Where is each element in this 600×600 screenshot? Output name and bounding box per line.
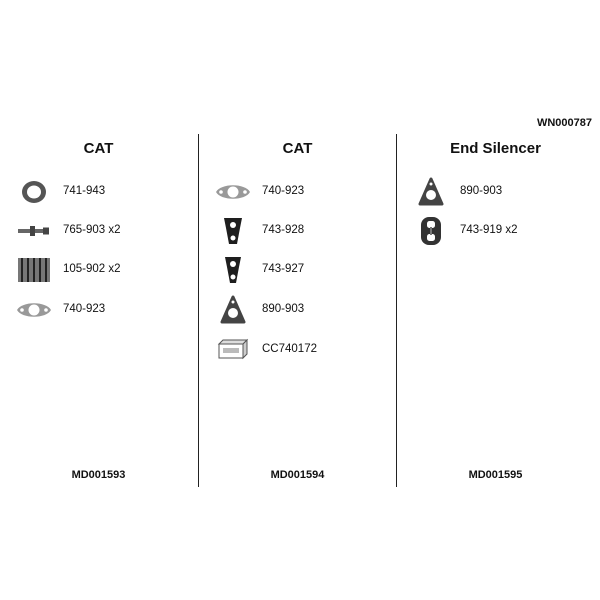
part-row bbox=[397, 216, 594, 246]
part-row bbox=[0, 216, 197, 246]
part-number: 740-923 bbox=[262, 185, 305, 197]
part-row bbox=[199, 295, 396, 325]
part-number: 740-923 bbox=[63, 303, 106, 315]
bolt-icon bbox=[14, 216, 54, 246]
part-row bbox=[199, 335, 396, 365]
kit-code: MD001594 bbox=[270, 469, 325, 481]
part-row bbox=[199, 216, 396, 246]
part-number: 743-928 bbox=[262, 224, 305, 236]
part-number: 890-903 bbox=[460, 185, 503, 197]
part-row bbox=[199, 255, 396, 285]
flange-gasket-icon bbox=[14, 295, 54, 325]
part-number: 743-927 bbox=[262, 263, 305, 275]
part-number: 743-919 x2 bbox=[460, 224, 518, 236]
part-number: 890-903 bbox=[262, 303, 305, 315]
column-cat-2 bbox=[198, 134, 396, 487]
part-row bbox=[0, 177, 197, 207]
column-title: CAT bbox=[83, 140, 114, 157]
kit-code: MD001595 bbox=[468, 469, 523, 481]
rubber-hanger-icon bbox=[213, 216, 253, 246]
part-row bbox=[199, 177, 396, 207]
part-number: 741-943 bbox=[63, 185, 106, 197]
spring-icon bbox=[14, 255, 54, 285]
part-number: 105-902 x2 bbox=[63, 263, 121, 275]
part-number: CC740172 bbox=[262, 343, 317, 355]
kit-code: MD001593 bbox=[71, 469, 126, 481]
flange-gasket-icon bbox=[213, 177, 253, 207]
rubber-hanger-icon bbox=[213, 255, 253, 285]
part-number: 765-903 x2 bbox=[63, 224, 121, 236]
triangle-gasket-icon bbox=[411, 177, 451, 207]
column-end-silencer bbox=[396, 134, 594, 487]
column-title: End Silencer bbox=[450, 140, 541, 157]
column-cat-1 bbox=[0, 134, 197, 487]
ring-gasket-icon bbox=[14, 177, 54, 207]
fitting-kit-icon bbox=[213, 335, 253, 365]
part-row bbox=[0, 295, 197, 325]
mounting-rubber-icon bbox=[411, 216, 451, 246]
column-title: CAT bbox=[282, 140, 313, 157]
part-row bbox=[397, 177, 594, 207]
part-row bbox=[0, 255, 197, 285]
triangle-gasket-icon bbox=[213, 295, 253, 325]
reference-code: WN000787 bbox=[536, 117, 592, 129]
